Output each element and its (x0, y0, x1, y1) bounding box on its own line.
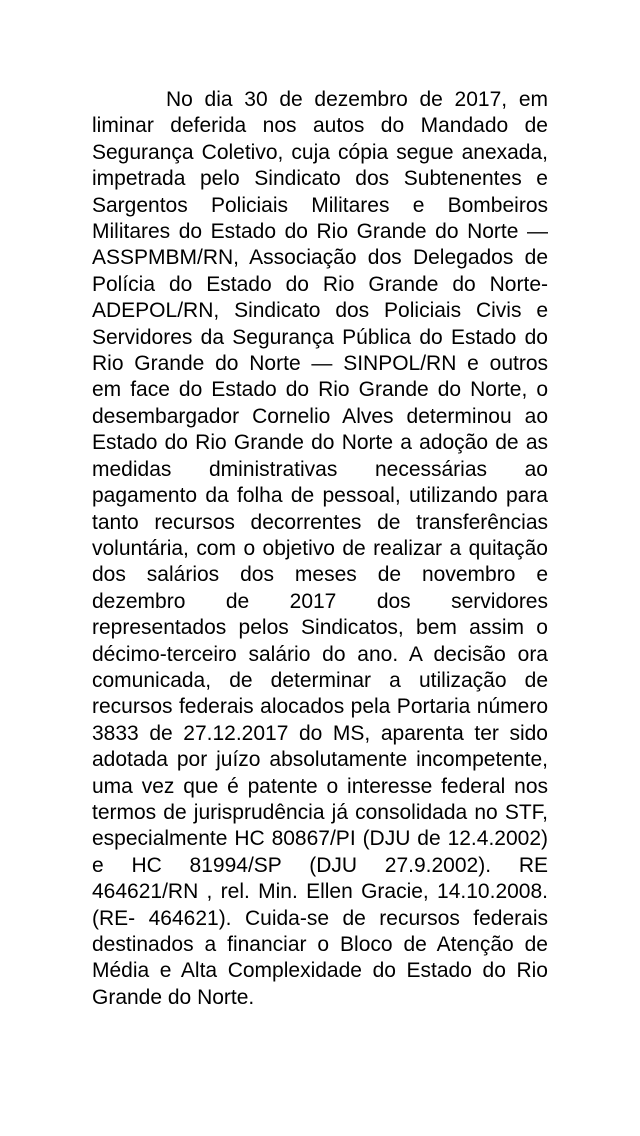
document-paragraph: No dia 30 de dezembro de 2017, em liminar deferida nos autos do Mandado de Segurança Coletivo, cuja cópia segue anexada, impetrada pelo Sindicato dos Subtenentes e Sargentos Policiais Militares e Bombeiros Militares do Estado do Rio Grande do Norte — ASSPMBM/RN, Associação dos Delegados de Polícia do Estado do Rio Grande do Norte-ADEPOL/RN, Sindicato dos Policiais Civis e Servidores da Segurança Pública do Estado do Rio Grande do Norte — SINPOL/RN e outros em face do Estado do Rio Grande do Norte, o desembargador Cornelio Alves determinou ao Estado do Rio Grande do Norte a adoção de as medidas dministrativas necessárias ao pagamento da folha de pessoal, utilizando para tanto recursos decorrentes de transferências voluntária, com o objetivo de realizar a quitação dos salários dos meses de novembro e dezembro de 2017 dos servidores representados pelos Sindicatos, bem assim o décimo-terceiro salário do ano. A decisão ora comunicada, de determinar a utilização de recursos federais alocados pela Portaria número 3833 de 27.12.2017 do MS, aparenta ter sido adotada por juízo absolutamente incompetente, uma vez que é patente o interesse federal nos termos de jurisprudência já consolidada no STF, especialmente HC 80867/PI (DJU de 12.4.2002) e HC 81994/SP (DJU 27.9.2002). RE 464621/RN , rel. Min. Ellen Gracie, 14.10.2008. (RE- 464621). Cuida-se de recursos federais destinados a financiar o Bloco de Atenção de Média e Alta Complexidade do Estado do Rio Grande do Norte. (92, 88, 548, 1009)
